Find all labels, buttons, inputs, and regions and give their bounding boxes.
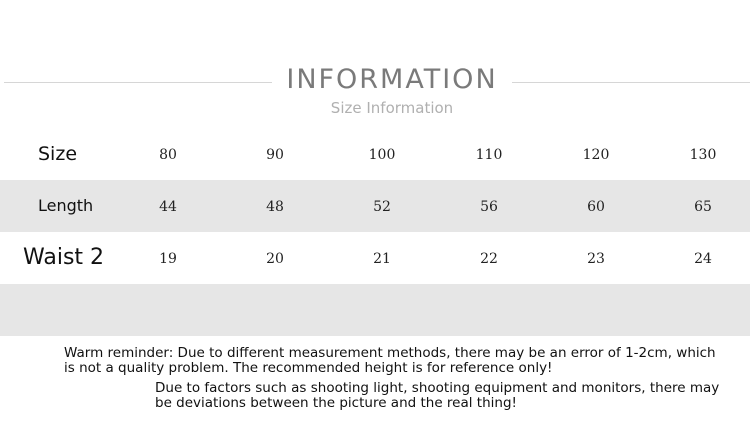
table-row-size	[0, 128, 750, 180]
table-cell: 19	[159, 251, 177, 267]
info-header	[0, 60, 750, 120]
table-row-length	[0, 180, 750, 232]
table-cell: 90	[266, 147, 284, 163]
table-cell: 24	[694, 251, 712, 267]
disclaimer-note: Due to factors such as shooting light, shooting equipment and monitors, there may be deviations between the picture and the real thing!	[155, 380, 720, 411]
table-cell: 130	[689, 147, 717, 163]
table-cell: 20	[266, 251, 284, 267]
table-cell: 22	[480, 251, 498, 267]
row-label-length: Length	[38, 196, 94, 215]
warm-reminder-note: Warm reminder: Due to different measurement methods, there may be an error of 1-2cm, which is not a quality problem. The recommended height is for reference only!	[64, 345, 716, 376]
table-cell: 65	[694, 199, 712, 215]
table-cell: 100	[368, 147, 396, 163]
table-cell: 48	[266, 199, 284, 215]
table-cell: 52	[373, 199, 391, 215]
table-row-waist	[0, 232, 750, 284]
table-row-empty	[0, 284, 750, 336]
page-title: INFORMATION	[286, 64, 498, 95]
table-cell: 21	[373, 251, 391, 267]
size-table	[0, 128, 750, 336]
header-divider-right	[512, 82, 750, 83]
row-label-size: Size	[38, 143, 78, 165]
table-cell: 56	[480, 199, 498, 215]
header-divider-left	[4, 82, 272, 83]
table-cell: 23	[587, 251, 605, 267]
row-label-waist: Waist 2	[23, 245, 105, 270]
table-cell: 120	[582, 147, 610, 163]
table-cell: 44	[159, 199, 177, 215]
table-cell: 60	[587, 199, 605, 215]
table-cell: 110	[475, 147, 503, 163]
table-cell: 80	[159, 147, 177, 163]
page-subtitle: Size Information	[330, 99, 454, 117]
